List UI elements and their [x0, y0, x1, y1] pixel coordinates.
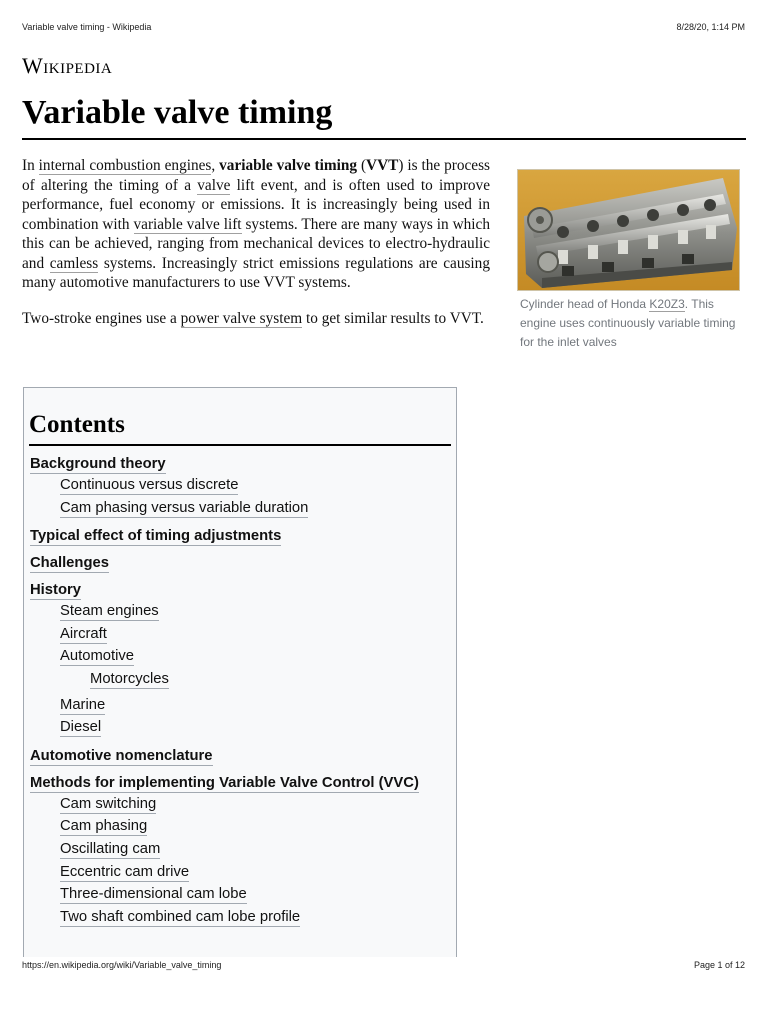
toc-item-label: Automotive nomenclature: [30, 747, 213, 764]
lead-paragraph-1: In internal combustion engines, variable valve timing (VVT) is the process of altering the timing of a valve lift event, and is often used to improve performance, fuel economy or emissions. It is increasingly being used in combination with variable valve lift systems. There are many ways in which this can be achieved, ranging from mechanical devices to electro-hydraulic and camless systems. Increasingly strict emissions regulations are causing many automotive manufacturers to use VVT systems.: [22, 157, 490, 291]
toc-item[interactable]: [29, 694, 451, 717]
print-page-number: Page 1 of 12: [693, 960, 745, 970]
cylinder-head-image[interactable]: [517, 169, 740, 291]
link-variable-valve-lift[interactable]: variable valve lift: [133, 215, 242, 233]
link-internal-combustion-engines[interactable]: internal combustion engines: [38, 157, 212, 174]
wikipedia-wordmark[interactable]: Wikipedia: [22, 53, 113, 78]
bold-abbreviation: VVT: [366, 157, 399, 174]
infobox: [517, 169, 740, 352]
toc-title: Contents: [29, 410, 451, 446]
toc-item-label: Challenges: [30, 555, 109, 572]
toc-item[interactable]: [29, 455, 451, 474]
toc-item[interactable]: [29, 861, 451, 884]
print-datetime: 8/28/20, 1:14 PM: [676, 22, 745, 32]
bold-term: variable valve timing: [219, 157, 358, 174]
toc-item-label: Diesel: [60, 719, 102, 736]
toc-item[interactable]: [29, 793, 451, 816]
toc-item[interactable]: [29, 747, 451, 766]
toc-item-label: Background theory: [30, 456, 166, 472]
toc-item[interactable]: [29, 554, 451, 573]
toc-item[interactable]: [29, 474, 451, 497]
toc-item-label: Automotive: [60, 648, 135, 665]
print-footer: [22, 960, 745, 972]
toc-item[interactable]: [29, 581, 451, 600]
link-valve[interactable]: valve: [197, 176, 231, 194]
toc-item-label: Typical effect of timing adjustments: [30, 528, 282, 545]
toc-item-label: Steam engines: [60, 603, 159, 620]
toc-item-label: Oscillating cam: [60, 840, 161, 857]
toc-item[interactable]: [29, 623, 451, 646]
toc-item-label: Three-dimensional cam lobe: [60, 886, 247, 903]
toc-item-label: Methods for implementing Variable Valve Control (VVC): [30, 774, 419, 791]
toc-item[interactable]: [29, 716, 451, 739]
toc-item[interactable]: [29, 600, 451, 623]
toc-list: [29, 455, 451, 928]
toc-item[interactable]: [29, 815, 451, 838]
toc-item[interactable]: [29, 774, 451, 793]
print-header: [22, 22, 745, 34]
toc-item-label: Cam phasing versus variable duration: [60, 499, 309, 516]
toc-item-label: Cam phasing: [60, 818, 148, 835]
toc-item[interactable]: [29, 838, 451, 861]
toc-item[interactable]: [29, 527, 451, 546]
toc-item[interactable]: [29, 668, 451, 691]
link-camless[interactable]: camless: [49, 254, 99, 272]
toc-item-label: Aircraft: [60, 625, 107, 642]
cylinder-head-illustration: [518, 170, 740, 291]
toc-item-label: Motorcycles: [90, 670, 169, 687]
print-url: https://en.wikipedia.org/wiki/Variable_valve_timing: [22, 960, 222, 970]
lead-paragraph-2: Two-stroke engines use a power valve system to get similar results to VVT.: [22, 309, 484, 327]
toc-item[interactable]: [29, 497, 451, 520]
link-k20z3[interactable]: K20Z3: [649, 297, 685, 311]
article-lead: [22, 156, 490, 344]
toc-item-label: Eccentric cam drive: [60, 863, 190, 880]
toc-item-label: Marine: [60, 696, 106, 713]
toc-item[interactable]: [29, 645, 451, 668]
toc-item[interactable]: [29, 883, 451, 906]
toc-item-label: Cam switching: [60, 795, 157, 812]
toc-item-label: Two shaft combined cam lobe profile: [60, 908, 301, 925]
print-page-title: Variable valve timing - Wikipedia: [22, 22, 152, 32]
page-title: Variable valve timing: [22, 92, 746, 140]
toc-item[interactable]: [29, 906, 451, 929]
table-of-contents: [23, 387, 457, 957]
toc-item-label: Continuous versus discrete: [60, 477, 239, 493]
infobox-caption: Cylinder head of Honda K20Z3. This engine uses continuously variable timing for the inlet valves: [520, 297, 736, 349]
toc-item-label: History: [30, 582, 81, 599]
link-power-valve-system[interactable]: power valve system: [180, 309, 303, 327]
